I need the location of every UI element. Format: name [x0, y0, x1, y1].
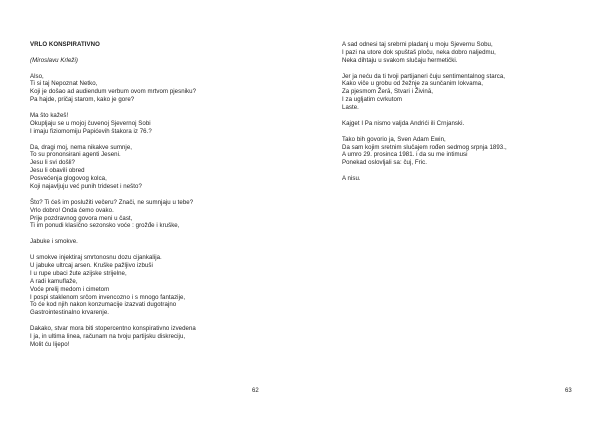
verse-line: Also,: [30, 72, 44, 80]
verse-line: Voće prelij medom i cimetom: [30, 285, 110, 293]
verse-line: Prije pozdravnog govora meni u čast,: [30, 214, 133, 222]
spacer: [30, 49, 280, 57]
stanza-gap: [342, 112, 587, 120]
right-page-text: [342, 41, 587, 183]
verse-line: I pazi na utore dok spuštaš ploču, neka dobro naljedmu,: [342, 48, 496, 56]
verse-line: A radi kamuflaže,: [30, 277, 78, 285]
verse-line: I za ugljatim cvrkutom: [342, 96, 403, 104]
verse-line: Okupljaju se u mojoj čuvenoj Sjevernoj Sobi: [30, 119, 151, 127]
stanza: [342, 136, 587, 168]
verse-line: Da sam kojim sretnim slučajem rođen sedmog srpnja 1893.,: [342, 143, 507, 151]
stanza: [30, 144, 280, 191]
verse-line: Laste.: [342, 104, 359, 112]
verse-line: Ma što kažeš!: [30, 112, 69, 120]
verse-line: Jesu li obavili obred: [30, 167, 85, 175]
verse-line: I pospi staklenom srčom invencozno i s mnogo fantazije,: [30, 293, 186, 301]
verse-line: Dakako, stvar mora biti stopercentno konspirativno izvedena: [30, 325, 196, 333]
page-number-right: 63: [565, 388, 572, 394]
stanza: [30, 73, 280, 105]
verse-line: I ja, in ultima linea, računam na tvoju partijsku diskreciju,: [30, 332, 186, 340]
spacer: [30, 65, 280, 73]
stanza: [30, 254, 280, 317]
verse-line: I imaju fiziomomiju Papićevih štakora iz 76.?: [30, 127, 152, 135]
verse-line: Ponekad oslovljali sa: čuj, Fric.: [342, 159, 427, 167]
stanza-gap: [30, 191, 280, 199]
page-number-left: 62: [252, 388, 259, 394]
verse-line: A umro 29. prosinca 1981. i da su me intimusi: [342, 151, 468, 159]
stanza: [342, 175, 587, 183]
verse-line: To će kod njih nakon konzumacije izazvati dugotrajno: [30, 301, 177, 309]
stanza-gap: [342, 167, 587, 175]
stanza-gap: [342, 128, 587, 136]
verse-line: To su prononsirani agenti Jeseni.: [30, 151, 121, 159]
verse-line: Ti im ponudi klasično sezonsko voće : grožđe i kruške,: [30, 222, 180, 230]
verse-line: Što? Ti ćeš im poslužiti večeru? Znači, ne sumnjaju u tebe?: [30, 198, 194, 206]
verse-line: A sad odnesi taj srebrni pladanj u moju Sjevernu Sobu,: [342, 41, 493, 48]
stanza-gap: [30, 104, 280, 112]
stanza: [30, 238, 280, 246]
verse-line: Da, dragi moj, nema nikakve sumnje,: [30, 143, 133, 151]
verse-line: Vrlo dobro! Onda ćemo ovako.: [30, 206, 114, 214]
verse-line: Jabuke i smokve.: [30, 238, 78, 246]
stanza-gap: [342, 65, 587, 73]
stanza: [342, 73, 587, 112]
verse-line: Pa hajde, pričaj starom, kako je gore?: [30, 96, 135, 104]
verse-line: Neka dihtaju u svakom slučaju hermetički.: [342, 56, 458, 64]
right-stanzas: [342, 41, 587, 183]
poem-dedication: (Miroslavu Krleži): [30, 56, 78, 64]
stanza-gap: [30, 317, 280, 325]
right-page: [300, 0, 600, 423]
left-stanzas: [30, 73, 280, 349]
verse-line: A nisu.: [342, 175, 361, 183]
verse-line: Kajget I Pa nismo valjda Andrići ili Crnjanski.: [342, 119, 465, 127]
verse-line: Molit ću lijepo!: [30, 340, 70, 348]
verse-line: U jabuke ultrcaj arsen. Kruške pažljivo izbuši: [30, 261, 153, 269]
verse-line: I u rupe ubaci žute azijske strijelne,: [30, 269, 127, 277]
verse-line: Posvećenja glogovog kolca,: [30, 175, 107, 183]
verse-line: Jer ja neću da ti tvoji partijaneri čuju sentimentalnog starca,: [342, 72, 506, 80]
stanza: [30, 199, 280, 231]
stanza: [342, 41, 587, 65]
stanza-gap: [30, 136, 280, 144]
verse-line: Kako viče u grobu od žežnje za sunčanim lokvama,: [342, 80, 483, 88]
verse-line: Za pjesmom Žerā, Stvari i Živinā,: [342, 88, 434, 96]
poem-title: VRLO KONSPIRATIVNO: [30, 41, 100, 48]
stanza-gap: [30, 246, 280, 254]
stanza-gap: [30, 230, 280, 238]
stanza: [30, 112, 280, 136]
stanza: [30, 325, 280, 349]
verse-line: Jesu li svi došli?: [30, 159, 75, 167]
left-page-text: [30, 41, 280, 349]
verse-line: U smokve injektiraj smrtonosnu dozu cijankalija.: [30, 254, 162, 262]
verse-line: Gastrointestinalno krvarenje.: [30, 309, 110, 317]
verse-line: Tako bih govorio ja, Sven Adam Ewin,: [342, 135, 446, 143]
verse-line: Koji je došao ad audiendum verbum ovom mrtvom pjesniku?: [30, 88, 197, 96]
verse-line: Ti si taj Nepoznat Netko,: [30, 80, 98, 88]
stanza: [342, 120, 587, 128]
verse-line: Koji najavljuju već punih trideset i nešto?: [30, 183, 142, 191]
